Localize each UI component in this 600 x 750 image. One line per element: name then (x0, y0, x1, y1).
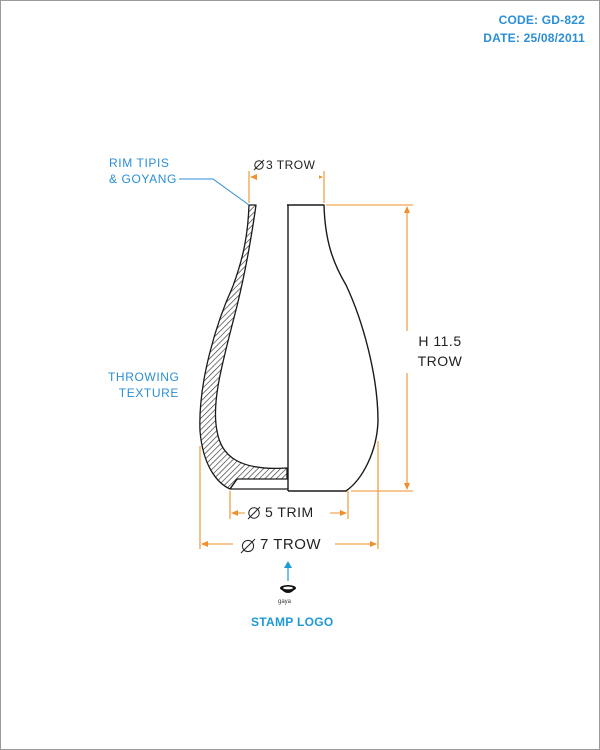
throwing-annotation-line1: THROWING (108, 370, 180, 384)
stamp-logo-text: gaya (278, 599, 292, 605)
rim-leader-line (179, 179, 249, 205)
throwing-texture-annotation (108, 369, 179, 401)
height-label (414, 331, 466, 371)
drawing-code: CODE: GD-822 (498, 13, 585, 27)
rim-annotation-line1: RIM TIPIS (109, 156, 170, 170)
rim-annotation (109, 155, 177, 187)
vase-technical-drawing (1, 1, 599, 749)
throwing-annotation-line2: TEXTURE (118, 386, 179, 400)
foot-diameter-label: 5 TRIM (265, 504, 314, 520)
rim-annotation-line2: & GOYANG (109, 172, 177, 186)
drawing-date: DATE: 25/08/2011 (483, 31, 585, 45)
top-diameter-label: 3 TROW (266, 158, 316, 172)
vase-exterior-outline (287, 205, 378, 491)
stamp-logo-mark (280, 585, 296, 593)
stamp-logo-label: STAMP LOGO (251, 615, 334, 629)
height-label-line2: TROW (417, 353, 463, 369)
dimension-lines (200, 171, 413, 549)
height-label-line1: H 11.5 (418, 333, 462, 349)
vase-wall-section (200, 205, 287, 489)
body-diameter-label: 7 TROW (260, 536, 322, 553)
stamp-arrow-head (284, 561, 292, 568)
vase-foot-outline (230, 479, 288, 489)
